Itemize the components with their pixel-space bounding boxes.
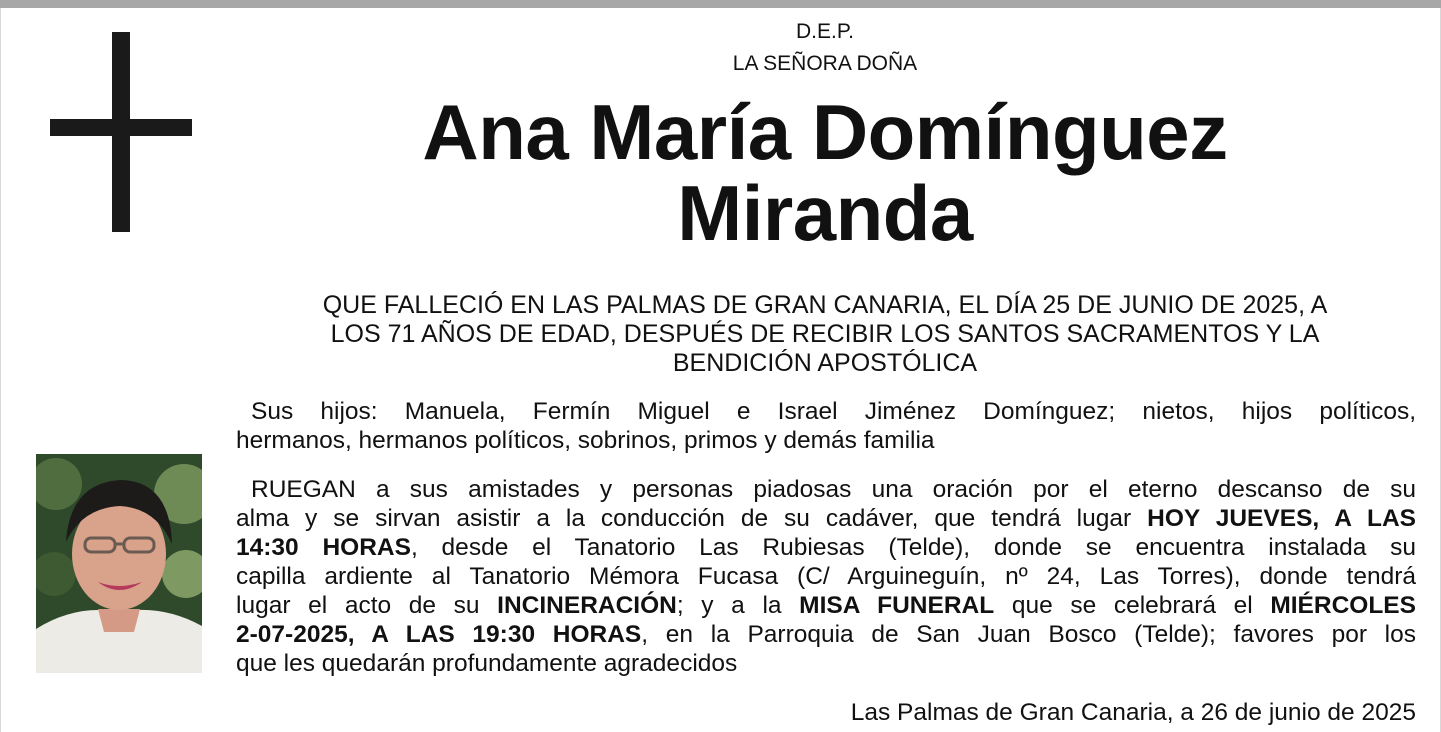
ruegan-bold-text: 14:30 HORAS — [236, 534, 411, 561]
ruegan-text: ; y a la — [676, 592, 800, 619]
family-line-2: hermanos, hermanos políticos, sobrinos, primos y demás familia — [236, 427, 935, 454]
ruegan-bold-text: MIÉRCOLES — [1270, 592, 1416, 619]
ruegan-bold-text: INCINERACIÓN — [497, 592, 677, 619]
family-line-1: Sus hijos: Manuela, Fermín Miguel e Israel Jiménez Domínguez; nietos, hijos políticos, — [251, 398, 1416, 425]
title-prefix: LA SEÑORA DOÑA — [732, 52, 918, 75]
announcement-line-2: LOS 71 AÑOS DE EDAD, DESPUÉS DE RECIBIR LOS SANTOS SACRAMENTOS Y LA — [330, 320, 1320, 348]
death-announcement — [230, 291, 1420, 378]
portrait-photo — [36, 454, 202, 673]
deceased-name — [230, 88, 1420, 257]
family-paragraph — [236, 397, 1416, 455]
ruegan-text: alma y se sirvan asistir a la conducción de su cadáver, que tendrá lugar — [236, 505, 1148, 532]
frame-left-border — [0, 8, 1, 732]
ruegan-bold-text: HOY JUEVES, A LAS — [1147, 505, 1416, 532]
ruegan-text: que se celebrará el — [994, 592, 1271, 619]
announcement-line-3: BENDICIÓN APOSTÓLICA — [672, 349, 978, 377]
ruegan-bold-text: 2-07-2025, A LAS 19:30 HORAS — [236, 621, 642, 648]
ruegan-line-6 — [236, 620, 1416, 649]
ruegan-text: , desde el Tanatorio Las Rubiesas (Telde), donde se encuentra instalada su — [410, 534, 1417, 561]
ruegan-line-4: capilla ardiente al Tanatorio Mémora Fucasa (C/ Arguineguín, nº 24, Las Torres), donde tendrá — [236, 563, 1416, 590]
ruegan-text: lugar el acto de su — [236, 592, 498, 619]
ruegan-paragraph — [236, 475, 1416, 678]
ruegan-line-1: RUEGAN a sus amistades y personas piadosas una oración por el eterno descanso de su — [251, 476, 1416, 503]
cross-icon — [50, 32, 192, 232]
ruegan-line-3 — [236, 533, 1416, 562]
dep-heading: D.E.P. — [796, 20, 854, 43]
portrait-image — [36, 454, 202, 673]
ruegan-line-5 — [236, 591, 1416, 620]
announcement-line-1: QUE FALLECIÓ EN LAS PALMAS DE GRAN CANARIA, EL DÍA 25 DE JUNIO DE 2025, A — [322, 291, 1328, 319]
ruegan-text: , en la Parroquia de San Juan Bosco (Telde); favores por los — [641, 621, 1416, 648]
top-border — [0, 0, 1441, 8]
deceased-name-line-2: Miranda — [677, 169, 973, 257]
ruegan-line-2 — [236, 504, 1416, 533]
cross-horizontal-bar — [50, 119, 192, 136]
closing-place-date: Las Palmas de Gran Canaria, a 26 de junio de 2025 — [850, 699, 1416, 726]
deceased-name-line-1: Ana María Domínguez — [422, 88, 1228, 176]
ruegan-line-7: que les quedarán profundamente agradecidos — [236, 650, 738, 677]
ruegan-bold-text: MISA FUNERAL — [799, 592, 995, 619]
